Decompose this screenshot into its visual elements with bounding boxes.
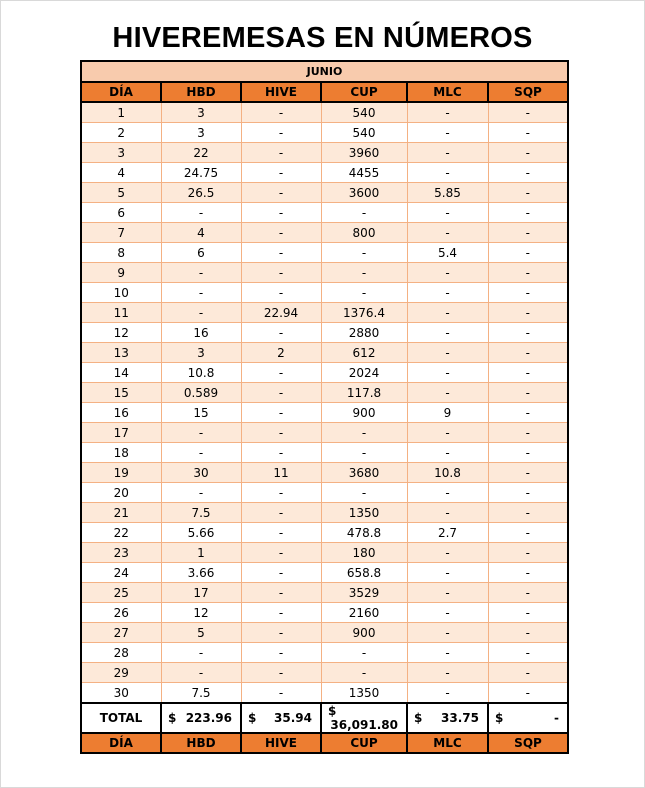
table-cell: 11 bbox=[81, 303, 161, 323]
table-cell: - bbox=[407, 443, 488, 463]
table-cell: - bbox=[407, 263, 488, 283]
table-row bbox=[81, 343, 568, 363]
table-row bbox=[81, 363, 568, 383]
table-cell: - bbox=[241, 383, 321, 403]
table-cell: - bbox=[488, 623, 568, 643]
table-cell: - bbox=[407, 283, 488, 303]
table-cell: - bbox=[488, 143, 568, 163]
table-cell: - bbox=[407, 623, 488, 643]
table-cell: - bbox=[488, 163, 568, 183]
table-cell: - bbox=[161, 643, 241, 663]
table-cell: - bbox=[241, 643, 321, 663]
table-cell: 24.75 bbox=[161, 163, 241, 183]
table-cell: - bbox=[321, 423, 407, 443]
table-cell: - bbox=[488, 203, 568, 223]
table-cell: 2 bbox=[241, 343, 321, 363]
table-cell: - bbox=[241, 243, 321, 263]
table-cell: - bbox=[321, 663, 407, 683]
footer-header-mlc: MLC bbox=[407, 733, 488, 753]
column-header-mlc: MLC bbox=[407, 82, 488, 102]
table-cell: - bbox=[488, 223, 568, 243]
table-row bbox=[81, 683, 568, 704]
table-cell: - bbox=[321, 483, 407, 503]
table-cell: - bbox=[321, 263, 407, 283]
table-cell: 10.8 bbox=[407, 463, 488, 483]
table-row bbox=[81, 283, 568, 303]
table-cell: - bbox=[241, 363, 321, 383]
table-row bbox=[81, 443, 568, 463]
table-cell: - bbox=[488, 323, 568, 343]
footer-header-hbd: HBD bbox=[161, 733, 241, 753]
table-cell: 6 bbox=[161, 243, 241, 263]
table-cell: - bbox=[241, 623, 321, 643]
table-cell: - bbox=[241, 163, 321, 183]
table-cell: - bbox=[161, 263, 241, 283]
table-row bbox=[81, 643, 568, 663]
table-cell: 26.5 bbox=[161, 183, 241, 203]
table-cell: 27 bbox=[81, 623, 161, 643]
table-cell: 20 bbox=[81, 483, 161, 503]
table-cell: - bbox=[488, 102, 568, 123]
table-cell: - bbox=[407, 543, 488, 563]
footer-header-row bbox=[81, 733, 568, 753]
table-cell: - bbox=[241, 263, 321, 283]
table-row bbox=[81, 383, 568, 403]
table-cell: - bbox=[321, 203, 407, 223]
table-cell: - bbox=[488, 603, 568, 623]
table-cell: - bbox=[161, 303, 241, 323]
table-body bbox=[81, 102, 568, 703]
table-cell: 4 bbox=[161, 223, 241, 243]
table-cell: - bbox=[488, 383, 568, 403]
table-cell: 3680 bbox=[321, 463, 407, 483]
table-cell: 17 bbox=[81, 423, 161, 443]
table-cell: - bbox=[488, 423, 568, 443]
table-cell: - bbox=[407, 123, 488, 143]
table-cell: - bbox=[321, 643, 407, 663]
table-cell: - bbox=[407, 663, 488, 683]
table-cell: 15 bbox=[161, 403, 241, 423]
table-cell: 10 bbox=[81, 283, 161, 303]
table-cell: - bbox=[241, 223, 321, 243]
table-cell: 478.8 bbox=[321, 523, 407, 543]
table-cell: 612 bbox=[321, 343, 407, 363]
table-cell: 10.8 bbox=[161, 363, 241, 383]
table-cell: - bbox=[488, 503, 568, 523]
table-cell: - bbox=[407, 203, 488, 223]
column-header-cup: CUP bbox=[321, 82, 407, 102]
table-cell: - bbox=[488, 443, 568, 463]
table-cell: - bbox=[241, 443, 321, 463]
table-cell: - bbox=[407, 423, 488, 443]
table-cell: - bbox=[241, 603, 321, 623]
table-cell: 23 bbox=[81, 543, 161, 563]
table-row bbox=[81, 623, 568, 643]
table-row bbox=[81, 123, 568, 143]
table-cell: 24 bbox=[81, 563, 161, 583]
table-row bbox=[81, 463, 568, 483]
table-cell: - bbox=[488, 363, 568, 383]
table-cell: 12 bbox=[81, 323, 161, 343]
table-cell: - bbox=[241, 183, 321, 203]
column-header-hbd: HBD bbox=[161, 82, 241, 102]
table-cell: 16 bbox=[161, 323, 241, 343]
total-row bbox=[81, 703, 568, 733]
table-cell: 5.4 bbox=[407, 243, 488, 263]
table-cell: - bbox=[488, 563, 568, 583]
table-cell: 3 bbox=[161, 102, 241, 123]
table-cell: 658.8 bbox=[321, 563, 407, 583]
table-cell: - bbox=[488, 483, 568, 503]
table-cell: 2024 bbox=[321, 363, 407, 383]
table-cell: - bbox=[407, 383, 488, 403]
table-cell: - bbox=[241, 503, 321, 523]
table-row bbox=[81, 543, 568, 563]
table-cell: - bbox=[241, 123, 321, 143]
table-cell: - bbox=[407, 163, 488, 183]
table-row bbox=[81, 163, 568, 183]
table-cell: 2.7 bbox=[407, 523, 488, 543]
table-row bbox=[81, 303, 568, 323]
table-cell: 6 bbox=[81, 203, 161, 223]
table-row bbox=[81, 563, 568, 583]
table-cell: - bbox=[407, 303, 488, 323]
column-header-hive: HIVE bbox=[241, 82, 321, 102]
table-row bbox=[81, 183, 568, 203]
table-cell: - bbox=[407, 363, 488, 383]
table-cell: - bbox=[407, 323, 488, 343]
table-cell: - bbox=[407, 483, 488, 503]
table-cell: 3960 bbox=[321, 143, 407, 163]
table-cell: - bbox=[488, 183, 568, 203]
header-row bbox=[81, 82, 568, 102]
table-cell: - bbox=[321, 443, 407, 463]
table-cell: - bbox=[241, 483, 321, 503]
table-row bbox=[81, 423, 568, 443]
table-cell: - bbox=[407, 643, 488, 663]
table-row bbox=[81, 263, 568, 283]
table-cell: 8 bbox=[81, 243, 161, 263]
table-cell: - bbox=[488, 283, 568, 303]
table-row bbox=[81, 483, 568, 503]
table-cell: - bbox=[161, 423, 241, 443]
table-cell: 7 bbox=[81, 223, 161, 243]
table-cell: - bbox=[488, 683, 568, 704]
table-row bbox=[81, 323, 568, 343]
table-row bbox=[81, 243, 568, 263]
table-row bbox=[81, 223, 568, 243]
table-cell: 3 bbox=[81, 143, 161, 163]
total-hive: $ 35.94 bbox=[241, 703, 321, 733]
table-cell: - bbox=[161, 283, 241, 303]
table-cell: - bbox=[407, 223, 488, 243]
table-cell: 22 bbox=[81, 523, 161, 543]
table-cell: 7.5 bbox=[161, 683, 241, 704]
table-cell: - bbox=[407, 583, 488, 603]
column-header-sqp: SQP bbox=[488, 82, 568, 102]
table-cell: 2160 bbox=[321, 603, 407, 623]
table-cell: 5.66 bbox=[161, 523, 241, 543]
table-cell: 9 bbox=[407, 403, 488, 423]
table-cell: 5 bbox=[81, 183, 161, 203]
table-cell: 2 bbox=[81, 123, 161, 143]
table-cell: 3529 bbox=[321, 583, 407, 603]
table-cell: - bbox=[407, 683, 488, 704]
table-cell: 12 bbox=[161, 603, 241, 623]
table-cell: 22.94 bbox=[241, 303, 321, 323]
table-cell: 30 bbox=[161, 463, 241, 483]
table-cell: - bbox=[488, 643, 568, 663]
table-cell: 11 bbox=[241, 463, 321, 483]
table-cell: 5 bbox=[161, 623, 241, 643]
month-row bbox=[81, 61, 568, 82]
total-sqp: $ - bbox=[488, 703, 568, 733]
table-cell: - bbox=[488, 303, 568, 323]
table-cell: 29 bbox=[81, 663, 161, 683]
table-row bbox=[81, 503, 568, 523]
table-cell: - bbox=[241, 583, 321, 603]
table-cell: 22 bbox=[161, 143, 241, 163]
table-row bbox=[81, 203, 568, 223]
table-cell: 15 bbox=[81, 383, 161, 403]
footer-header-sqp: SQP bbox=[488, 733, 568, 753]
table-cell: 25 bbox=[81, 583, 161, 603]
footer-header-dia: DÍA bbox=[81, 733, 161, 753]
table-cell: 1 bbox=[161, 543, 241, 563]
table-cell: - bbox=[488, 523, 568, 543]
table-cell: - bbox=[321, 283, 407, 303]
table-cell: 117.8 bbox=[321, 383, 407, 403]
table-cell: - bbox=[488, 543, 568, 563]
table-cell: - bbox=[161, 483, 241, 503]
table-cell: 1376.4 bbox=[321, 303, 407, 323]
table-cell: - bbox=[241, 102, 321, 123]
table-cell: - bbox=[241, 323, 321, 343]
table-cell: 21 bbox=[81, 503, 161, 523]
table-cell: 28 bbox=[81, 643, 161, 663]
table-cell: - bbox=[241, 563, 321, 583]
table-cell: - bbox=[241, 403, 321, 423]
footer-header-hive: HIVE bbox=[241, 733, 321, 753]
table-cell: 800 bbox=[321, 223, 407, 243]
table-cell: 18 bbox=[81, 443, 161, 463]
column-header-dia: DÍA bbox=[81, 82, 161, 102]
table-cell: 3 bbox=[161, 123, 241, 143]
table-cell: 3 bbox=[161, 343, 241, 363]
table-cell: 7.5 bbox=[161, 503, 241, 523]
table-cell: 14 bbox=[81, 363, 161, 383]
table-cell: - bbox=[241, 423, 321, 443]
footer-header-cup: CUP bbox=[321, 733, 407, 753]
table-cell: 17 bbox=[161, 583, 241, 603]
table-cell: - bbox=[488, 583, 568, 603]
table-cell: - bbox=[241, 683, 321, 704]
table-cell: - bbox=[488, 403, 568, 423]
table-cell: 13 bbox=[81, 343, 161, 363]
table-row bbox=[81, 663, 568, 683]
table-row bbox=[81, 403, 568, 423]
table-cell: 180 bbox=[321, 543, 407, 563]
table-cell: - bbox=[488, 663, 568, 683]
table-cell: 4455 bbox=[321, 163, 407, 183]
table-cell: - bbox=[161, 663, 241, 683]
table-cell: - bbox=[407, 503, 488, 523]
table-cell: - bbox=[488, 243, 568, 263]
table-cell: 3.66 bbox=[161, 563, 241, 583]
remittance-table bbox=[80, 60, 569, 754]
table-cell: - bbox=[407, 563, 488, 583]
table-cell: - bbox=[488, 463, 568, 483]
table-cell: - bbox=[241, 143, 321, 163]
table-cell: - bbox=[241, 203, 321, 223]
total-label: TOTAL bbox=[81, 703, 161, 733]
table-row bbox=[81, 523, 568, 543]
total-cup: $ 36,091.80 bbox=[321, 703, 407, 733]
table-cell: 1 bbox=[81, 102, 161, 123]
total-hbd: $ 223.96 bbox=[161, 703, 241, 733]
table-row bbox=[81, 583, 568, 603]
table-cell: 30 bbox=[81, 683, 161, 704]
total-mlc: $ 33.75 bbox=[407, 703, 488, 733]
month-label: JUNIO bbox=[81, 61, 568, 82]
table-cell: 900 bbox=[321, 403, 407, 423]
table-cell: 540 bbox=[321, 123, 407, 143]
table-cell: 9 bbox=[81, 263, 161, 283]
table-cell: - bbox=[241, 523, 321, 543]
table-cell: 5.85 bbox=[407, 183, 488, 203]
table-cell: 1350 bbox=[321, 683, 407, 704]
table-cell: - bbox=[161, 443, 241, 463]
table-cell: 3600 bbox=[321, 183, 407, 203]
table-cell: - bbox=[241, 543, 321, 563]
table-cell: - bbox=[241, 663, 321, 683]
table-row bbox=[81, 603, 568, 623]
table-cell: 1350 bbox=[321, 503, 407, 523]
table-cell: - bbox=[407, 102, 488, 123]
table-cell: 900 bbox=[321, 623, 407, 643]
table-cell: - bbox=[241, 283, 321, 303]
table-cell: 540 bbox=[321, 102, 407, 123]
table-cell: - bbox=[407, 603, 488, 623]
table-cell: 4 bbox=[81, 163, 161, 183]
page-title: HIVEREMESAS EN NÚMEROS bbox=[112, 22, 533, 54]
table-cell: - bbox=[488, 343, 568, 363]
table-cell: - bbox=[488, 263, 568, 283]
table-cell: 26 bbox=[81, 603, 161, 623]
table-cell: - bbox=[161, 203, 241, 223]
table-cell: - bbox=[321, 243, 407, 263]
table-cell: - bbox=[407, 343, 488, 363]
table-cell: - bbox=[407, 143, 488, 163]
table-row bbox=[81, 102, 568, 123]
table-cell: - bbox=[488, 123, 568, 143]
table-cell: 0.589 bbox=[161, 383, 241, 403]
table-row bbox=[81, 143, 568, 163]
table-cell: 19 bbox=[81, 463, 161, 483]
table-cell: 16 bbox=[81, 403, 161, 423]
table-cell: 2880 bbox=[321, 323, 407, 343]
